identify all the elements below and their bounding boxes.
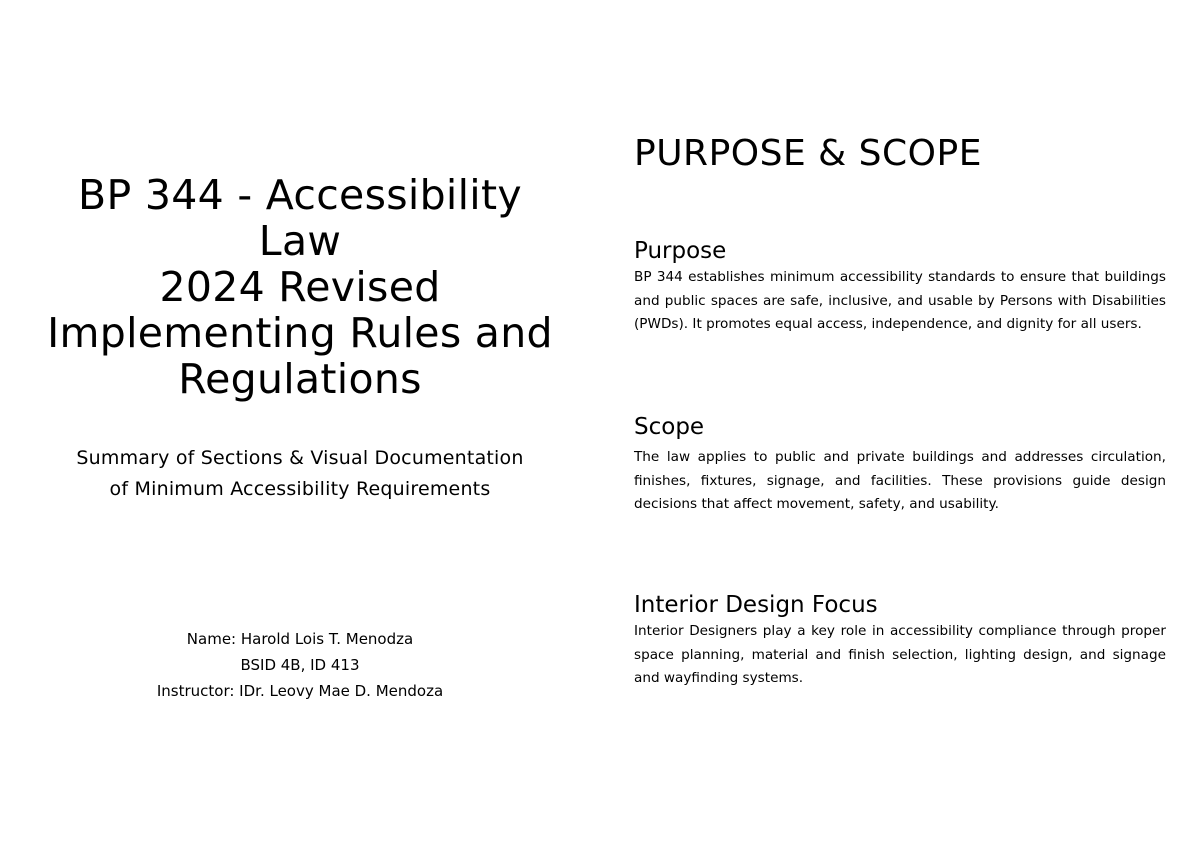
document-title: [30, 172, 570, 402]
title-line: BP 344 - Accessibility: [78, 171, 522, 219]
page-heading: PURPOSE & SCOPE: [634, 133, 982, 174]
purpose-title: Purpose: [634, 238, 727, 264]
purpose-scope-panel: [634, 0, 1166, 848]
interior-design-focus-title: Interior Design Focus: [634, 592, 878, 618]
scope-section: [634, 412, 1166, 517]
cover-panel: [30, 0, 570, 848]
subtitle-line: Summary of Sections & Visual Documentation: [76, 447, 524, 469]
title-line: 2024 Revised: [159, 263, 441, 311]
subtitle-line: of Minimum Accessibility Requirements: [109, 478, 491, 500]
scope-title: Scope: [634, 414, 705, 440]
title-line: Implementing Rules and: [47, 309, 553, 357]
interior-design-focus-section: [634, 590, 1166, 691]
author-info: [30, 626, 570, 704]
scope-body: The law applies to public and private buildings and addresses circulation, finishes, fixtures, signage, and facilities. These provisions guide design decisions that affect movement, safety, and usability.: [634, 449, 1166, 512]
author-name: Name: Harold Lois T. Menodza: [186, 630, 414, 648]
purpose-section: [634, 236, 1166, 337]
document-subtitle: [30, 443, 570, 505]
title-line: Law: [258, 217, 342, 265]
title-line: Regulations: [178, 355, 422, 403]
purpose-body: BP 344 establishes minimum accessibility standards to ensure that buildings and public spaces are safe, inclusive, and usable by Persons with Disabilities (PWDs). It promotes equal access, independence, and dignity for all users.: [634, 269, 1166, 332]
interior-design-focus-body: Interior Designers play a key role in accessibility compliance through proper space planning, material and finish selection, lighting design, and signage and wayfinding systems.: [634, 623, 1166, 686]
author-section: BSID 4B, ID 413: [240, 656, 360, 674]
author-instructor: Instructor: IDr. Leovy Mae D. Mendoza: [156, 682, 444, 700]
